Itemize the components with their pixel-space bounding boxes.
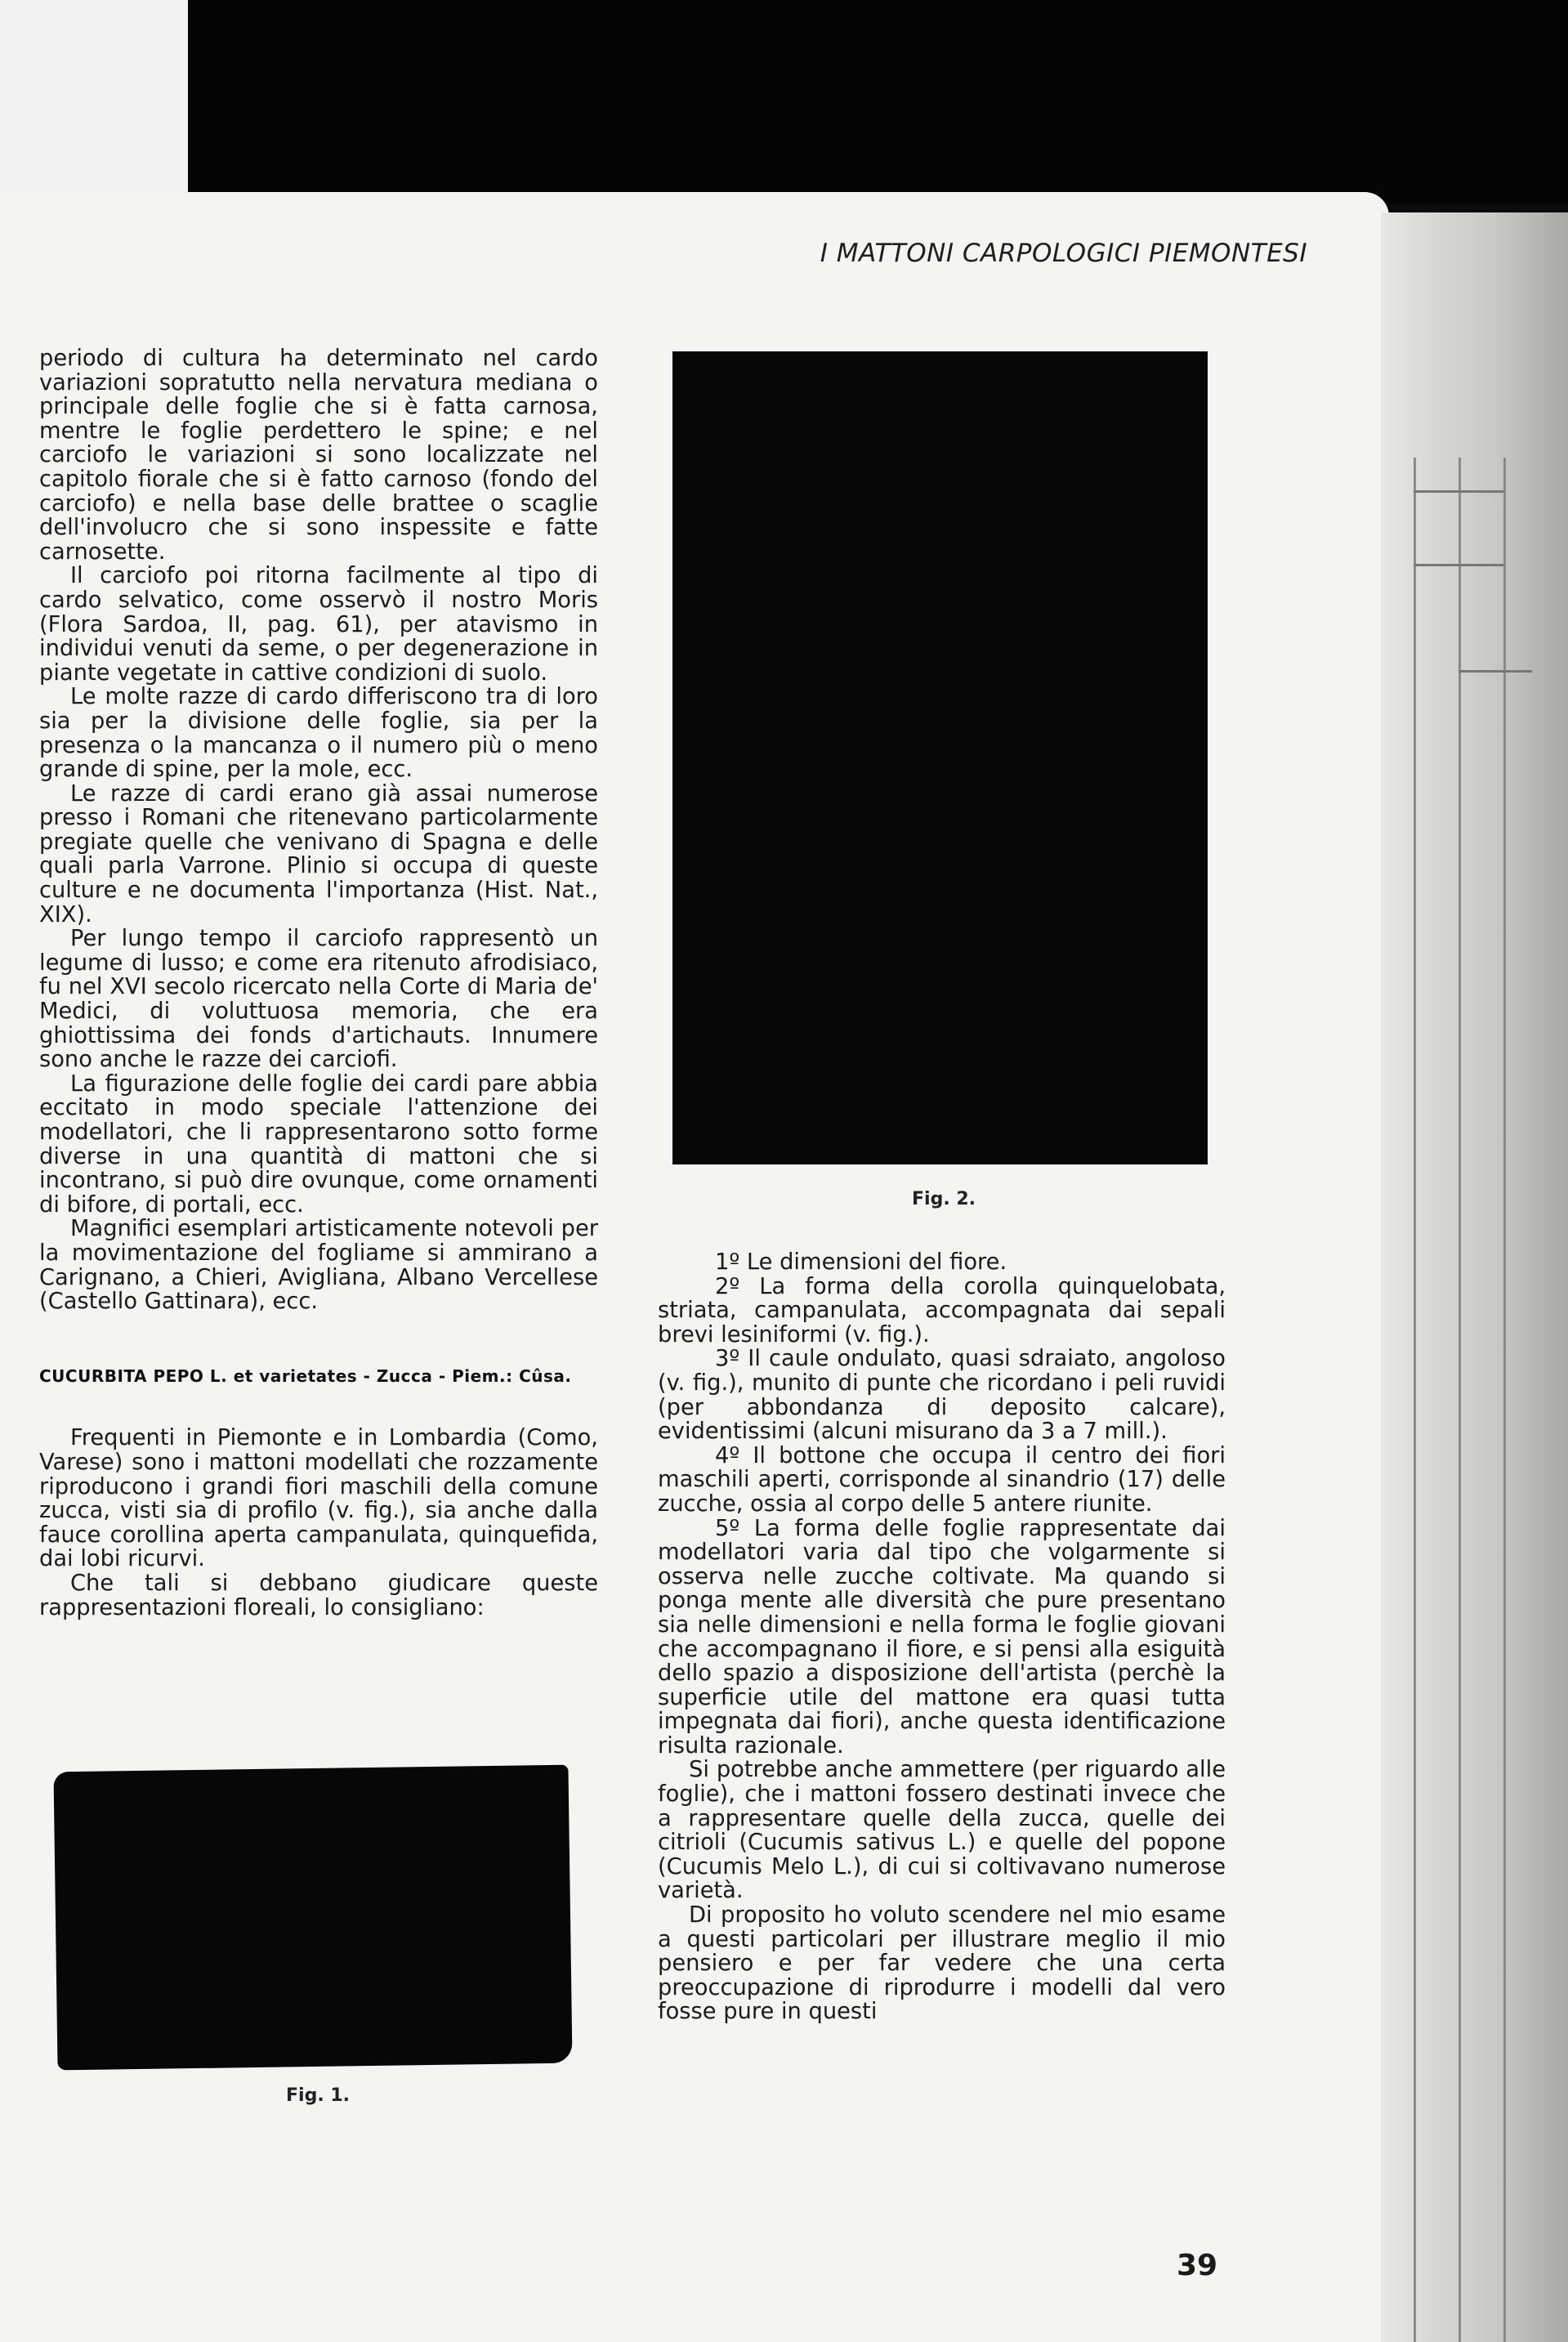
- paragraph: Frequenti in Piemonte e in Lombardia (Como, Varese) sono i mattoni modellati che rozzamente riproducono i grandi fiori maschili della comune zucca, visti sia di profilo (v. fig.), sia anche dalla fauce corollina aperta campanulata, quinquefida, dai lobi ricurvi.: [39, 1425, 598, 1572]
- paragraph: Magnifici esemplari artisticamente notevoli per la movimentazione del fogliame si ammirano a Carignano, a Chieri, Avigliana, Albano Vercellese (Castello Gattinara), ecc.: [39, 1216, 598, 1315]
- figure-2-caption: Fig. 2.: [912, 1189, 976, 1209]
- section-title: CUCURBITA PEPO L. et varietates - Zucca - Piem.: Cûsa.: [39, 1365, 572, 1386]
- edge-line: [1414, 458, 1416, 2342]
- paragraph: Che tali si debbano giudicare queste rappresentazioni floreali, lo consigliano:: [39, 1570, 598, 1620]
- list-item: 1º Le dimensioni del fiore.: [715, 1249, 1007, 1275]
- paragraph: Per lungo tempo il carciofo rappresentò un legume di lusso; e come era ritenuto afrodisiaco, fu nel XVI secolo ricercato nella Corte di Maria de' Medici, di voluttuosa memoria, che era ghiottissima dei fonds d'artichauts. Innumere sono anche le razze dei carciofi.: [39, 926, 598, 1073]
- list-item: 3º Il caule ondulato, quasi sdraiato, angoloso (v. fig.), munito di punte che ricordano i peli ruvidi (per abbondanza di deposito calcare), evidentissimi (alcuni misurano da 3 a 7 mill.).: [658, 1346, 1226, 1445]
- paragraph: Si potrebbe anche ammettere (per riguardo alle foglie), che i mattoni fossero destinati invece che a rappresentare quelle della zucca, quelle dei citrioli (Cucumis sativus L.) e quelle del popone (Cucumis Melo L.), di cui si coltivavano numerose varietà.: [658, 1757, 1226, 1904]
- paragraph: Il carciofo poi ritorna facilmente al tipo di cardo selvatico, come osservò il nostro Moris (Flora Sardoa, II, pag. 61), per atavismo in individui venuti da seme, o per degenerazione in piante vegetate in cattive condizioni di suolo.: [39, 563, 598, 686]
- paragraph: La figurazione delle foglie dei cardi pare abbia eccitato in modo speciale l'attenzione dei modellatori, che li rappresentarono sotto forme diverse in una quantità di mattoni che si incontrano, si può dire ovunque, come ornamenti di bifore, di portali, ecc.: [39, 1070, 598, 1218]
- list-item: 4º Il bottone che occupa il centro dei fiori maschili aperti, corrisponde al sinandrio (17) delle zucche, ossia al corpo delle 5 antere riunite.: [658, 1442, 1226, 1517]
- figure-2-image: [672, 351, 1208, 1164]
- running-head: I MATTONI CARPOLOGICI PIEMONTESI: [820, 239, 1307, 268]
- book-edge: [1381, 212, 1568, 2342]
- figure-1-image: [53, 1765, 572, 2071]
- paragraph: Le razze di cardi erano già assai numerose presso i Romani che ritenevano particolarmente pregiate quelle che venivano di Spagna e delle quali parla Varrone. Plinio si occupa di queste culture e ne documenta l'importanza (Hist. Nat., XIX).: [39, 780, 598, 927]
- paragraph: Le molte razze di cardo differiscono tra di loro sia per la divisione delle foglie, sia per la presenza o la mancanza o il numero più o meno grande di spine, per la mole, ecc.: [39, 684, 598, 783]
- paragraph: periodo di cultura ha determinato nel cardo variazioni sopratutto nella nervatura mediana o principale delle foglie che si è fatta carnosa, mentre le foglie perdettero le spine; e nel carciofo le variazioni si sono localizzate nel capitolo fiorale che si è fatto carnoso (fondo del carciofo) e nella base delle brattee o scaglie dell'involucro che si sono inspessite e fatte carnosette.: [39, 346, 598, 565]
- paragraph: Di proposito ho voluto scendere nel mio esame a questi particolari per illustrare meglio il mio pensiero e per far vedere che una certa preoccupazione di riprodurre i modelli dal vero fosse pure in questi: [658, 1902, 1226, 2025]
- left-column: [39, 346, 598, 1620]
- scan-corner: [0, 0, 188, 196]
- list-item: 5º La forma delle foglie rappresentate dai modellatori varia dal tipo che volgarmente si osserva nelle zucche coltivate. Ma quando si ponga mente alle diversità che pure presentano sia nelle dimensioni e nella forma le foglie giovani che accompagnano il fiore, e si pensi alla esiguità dello spazio a disposizione dell'artista (perchè la superficie utile del mattone era quasi tutta impegnata dai fiori), anche questa identificazione risulta razionale.: [658, 1515, 1226, 1759]
- edge-tick: [1459, 670, 1532, 673]
- page-number: 39: [1177, 2249, 1218, 2282]
- edge-tick: [1414, 490, 1503, 493]
- edge-tick: [1414, 564, 1503, 566]
- figure-1-caption: Fig. 1.: [286, 2085, 350, 2106]
- edge-line: [1503, 458, 1506, 2342]
- edge-line: [1459, 458, 1461, 2342]
- list-item: 2º La forma della corolla quinquelobata, striata, campanulata, accompagnata dai sepali brevi lesiniformi (v. fig.).: [658, 1273, 1226, 1348]
- scan-dark-top: [0, 0, 1568, 204]
- right-column: [658, 1250, 1226, 2024]
